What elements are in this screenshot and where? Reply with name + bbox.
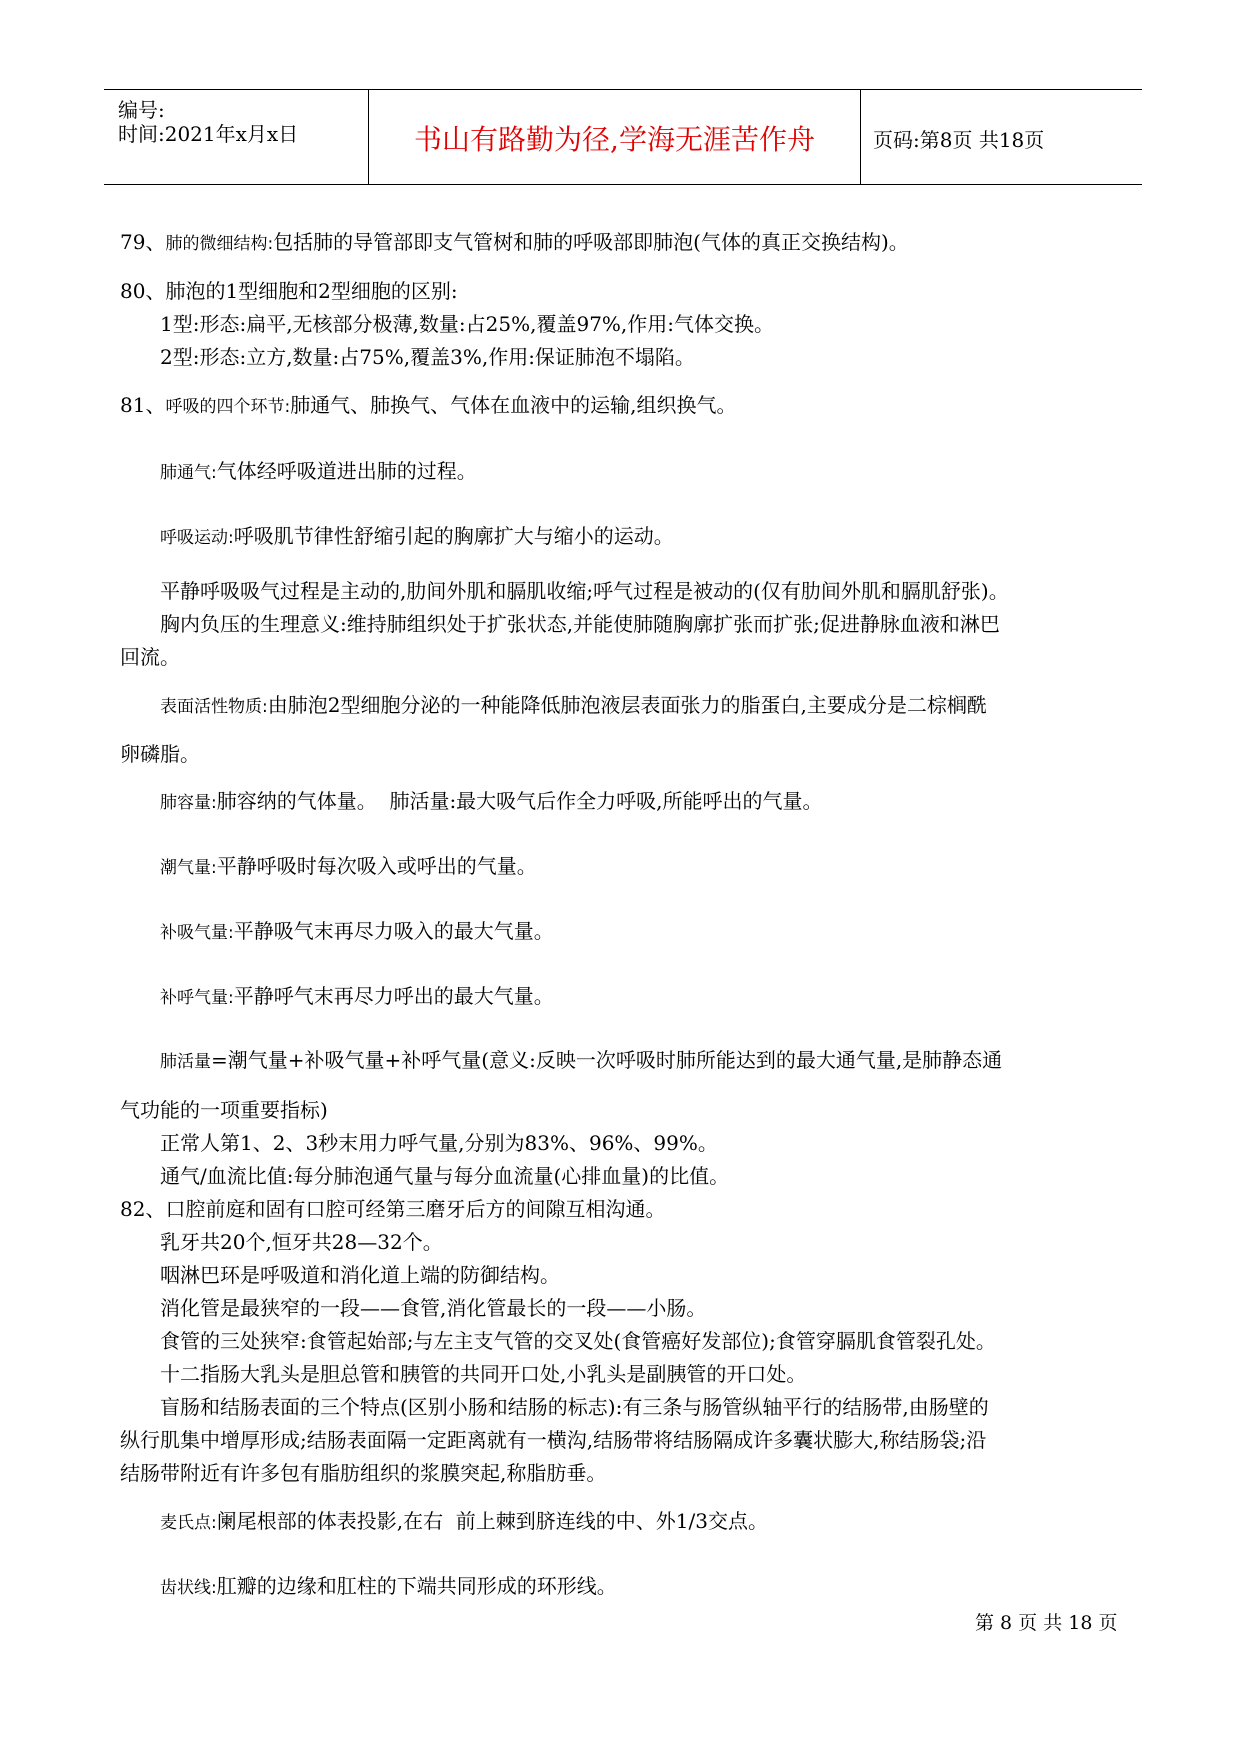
definition-respiratory-movement: [160, 523, 674, 551]
definition-text: 包括肺的导管部即支气管树和肺的呼吸部即肺泡(气体的真正交换结构)。: [273, 230, 909, 254]
definition-ventilation: [160, 458, 477, 486]
definition-text: 由肺泡2型细胞分泌的一种能降低肺泡液层表面张力的脂蛋白,主要成分是二棕榈酰: [267, 693, 987, 717]
definition-text: 肺通气、肺换气、气体在血液中的运输,组织换气。: [290, 393, 737, 417]
paragraph-80-title: 80、肺泡的1型细胞和2型细胞的区别:: [120, 279, 458, 303]
paragraph-forced-expiration: 正常人第1、2、3秒末用力呼气量,分别为83%、96%、99%。: [160, 1131, 718, 1155]
paragraph-esophagus: 食管的三处狭窄:食管起始部;与左主支气管的交叉处(食管癌好发部位);食管穿膈肌食管裂孔处。: [160, 1329, 996, 1353]
paragraph-negative-pressure: 胸内负压的生理意义:维持肺组织处于扩张状态,并能使肺随胸廓扩张而扩张;促进静脉血液和淋巴: [160, 612, 1000, 636]
term-label: 齿状线:: [160, 1578, 217, 1598]
paragraph-80-type2: 2型:形态:立方,数量:占75%,覆盖3%,作用:保证肺泡不塌陷。: [160, 345, 695, 369]
definition-text: 平静呼气末再尽力呼出的最大气量。: [233, 984, 554, 1008]
paragraph-81: [120, 392, 737, 420]
paragraph-negative-pressure-cont: 回流。: [120, 645, 180, 669]
definition-text: 平静呼吸时每次吸入或呼出的气量。: [216, 854, 537, 878]
paragraph-colon-line1: 盲肠和结肠表面的三个特点(区别小肠和结肠的标志):有三条与肠管纵轴平行的结肠带,由肠壁的: [160, 1395, 989, 1419]
paragraph-colon-line2: 纵行肌集中增厚形成;结肠表面隔一定距离就有一横沟,结肠带将结肠隔成许多囊状膨大,称结肠袋;沿: [120, 1428, 987, 1452]
term-label: 补呼气量:: [160, 988, 234, 1008]
header-page-code: 页码:第8页 共18页: [873, 128, 1045, 152]
term-label: 麦氏点:: [160, 1513, 217, 1533]
item-number: 81、: [120, 393, 166, 417]
definition-text: 呼吸肌节律性舒缩引起的胸廓扩大与缩小的运动。: [233, 524, 674, 548]
paragraph-duodenum: 十二指肠大乳头是胆总管和胰管的共同开口处,小乳头是副胰管的开口处。: [160, 1362, 807, 1386]
definition-text: 肛瓣的边缘和肛柱的下端共同形成的环形线。: [216, 1574, 617, 1598]
definition-expiratory-reserve: [160, 983, 554, 1011]
term-label: 肺活量: [160, 1052, 211, 1072]
document-number-label: 编号:: [118, 98, 165, 122]
term-label: 肺的微细结构:: [165, 234, 274, 254]
definition-inspiratory-reserve: [160, 918, 554, 946]
document-time-label: 时间:2021年x月x日: [118, 122, 299, 146]
term-label: 呼吸运动:: [160, 528, 234, 548]
paragraph-teeth: 乳牙共20个,恒牙共28—32个。: [160, 1230, 443, 1254]
definition-surfactant: [160, 692, 987, 720]
definition-text: 平静吸气末再尽力吸入的最大气量。: [233, 919, 554, 943]
term-label: 补吸气量:: [160, 923, 234, 943]
definition-text: 肺容纳的气体量。 肺活量:最大吸气后作全力呼吸,所能呼出的气量。: [216, 789, 823, 813]
definition-surfactant-cont: 卵磷脂。: [120, 742, 200, 766]
header-motto-cell: [368, 90, 861, 184]
term-label: 肺通气:: [160, 463, 217, 483]
definition-text: =潮气量+补吸气量+补呼气量(意义:反映一次呼吸时肺所能达到的最大通气量,是肺静态通: [211, 1048, 1003, 1072]
definition-text: 气体经呼吸道进出肺的过程。: [216, 459, 477, 483]
term-label: 肺容量:: [160, 793, 217, 813]
definition-tidal-volume: [160, 853, 537, 881]
definition-text: 阑尾根部的体表投影,在右 前上棘到脐连线的中、外1/3交点。: [216, 1509, 768, 1533]
page-header: [104, 89, 1142, 185]
paragraph-80-type1: 1型:形态:扁平,无核部分极薄,数量:占25%,覆盖97%,作用:气体交换。: [160, 312, 775, 336]
paragraph-82: 82、口腔前庭和固有口腔可经第三磨牙后方的间隙互相沟通。: [120, 1197, 666, 1221]
definition-lung-capacity: [160, 788, 823, 816]
definition-mcburney-point: [160, 1508, 768, 1536]
paragraph-79: [120, 229, 909, 257]
paragraph-vq-ratio: 通气/血流比值:每分肺泡通气量与每分血流量(心排血量)的比值。: [160, 1164, 730, 1188]
paragraph-digestive-tract: 消化管是最狭窄的一段——食管,消化管最长的一段——小肠。: [160, 1296, 707, 1320]
paragraph-lymph-ring: 咽淋巴环是呼吸道和消化道上端的防御结构。: [160, 1263, 560, 1287]
definition-vital-capacity-cont: 气功能的一项重要指标): [120, 1098, 328, 1122]
header-motto: 书山有路勤为径,学海无涯苦作舟: [414, 123, 815, 156]
term-label: 潮气量:: [160, 858, 217, 878]
header-meta-cell: [104, 90, 368, 184]
definition-vital-capacity: [160, 1047, 1002, 1075]
paragraph-colon-line3: 结肠带附近有许多包有脂肪组织的浆膜突起,称脂肪垂。: [120, 1461, 607, 1485]
header-page-cell: [861, 90, 1142, 184]
term-label: 表面活性物质:: [160, 697, 268, 717]
term-label: 呼吸的四个环节:: [165, 397, 291, 417]
page-footer: 第 8 页 共 18 页: [975, 1612, 1118, 1634]
item-number: 79、: [120, 230, 166, 254]
definition-dentate-line: [160, 1573, 617, 1601]
paragraph-calm-breathing: 平静呼吸吸气过程是主动的,肋间外肌和膈肌收缩;呼气过程是被动的(仅有肋间外肌和膈肌舒张)。: [160, 579, 1009, 603]
